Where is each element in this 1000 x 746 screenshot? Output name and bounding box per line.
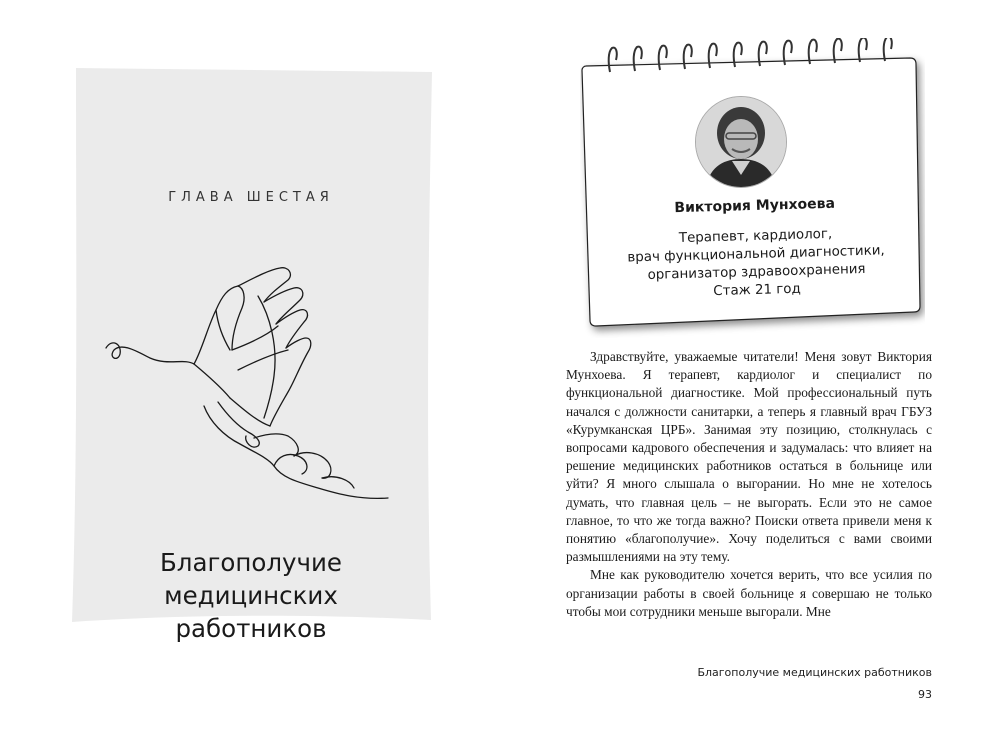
running-header: Благополучие медицинских работников xyxy=(697,666,932,679)
portrait-photo-icon xyxy=(696,97,786,187)
person-role: Терапевт, кардиолог, врач функциональной диагностики, организатор здравоохранения Стаж 21 год xyxy=(627,226,885,300)
paragraph: Здравствуйте, уважаемые читатели! Меня зовут Виктория Мунхоева. Я терапевт, кардиолог и специалист по функциональной диагностике. Мой профессиональный путь начался с должности санитарки, а теперь я главный врач ГБУЗ «Курумканская ЦРБ». Занимая эту позицию, столкнулась с вопросами кадрового обеспечения и задумалась: что влияет на решение медицинских работников остаться в больнице или уйти? Я много слышала о выгорании. Но мне не хотелось думать, что главная цель – не выгорать. Если это не самое главное, то что же тогда важно? Поиски ответа привели меня к понятию «благополучие». Хочу поделиться с вами своими размышлениями на эту тему. xyxy=(566,349,932,565)
page-number: 93 xyxy=(918,688,932,701)
chapter-title: Благополучие медицинских работников xyxy=(160,548,342,643)
profile-photo xyxy=(695,96,787,188)
person-name: Виктория Мунхоева xyxy=(674,195,836,217)
praying-hands-icon xyxy=(98,266,398,516)
paragraph: Мне как руководителю хочется верить, что все усилия по организации работы в своей больнице я совершаю не только чтобы мои сотрудники меньше выгорали. Мне xyxy=(566,567,932,619)
chapter-label: ГЛАВА ШЕСТАЯ xyxy=(168,190,334,205)
chapter-opener-panel xyxy=(68,66,434,643)
body-text xyxy=(566,348,932,621)
